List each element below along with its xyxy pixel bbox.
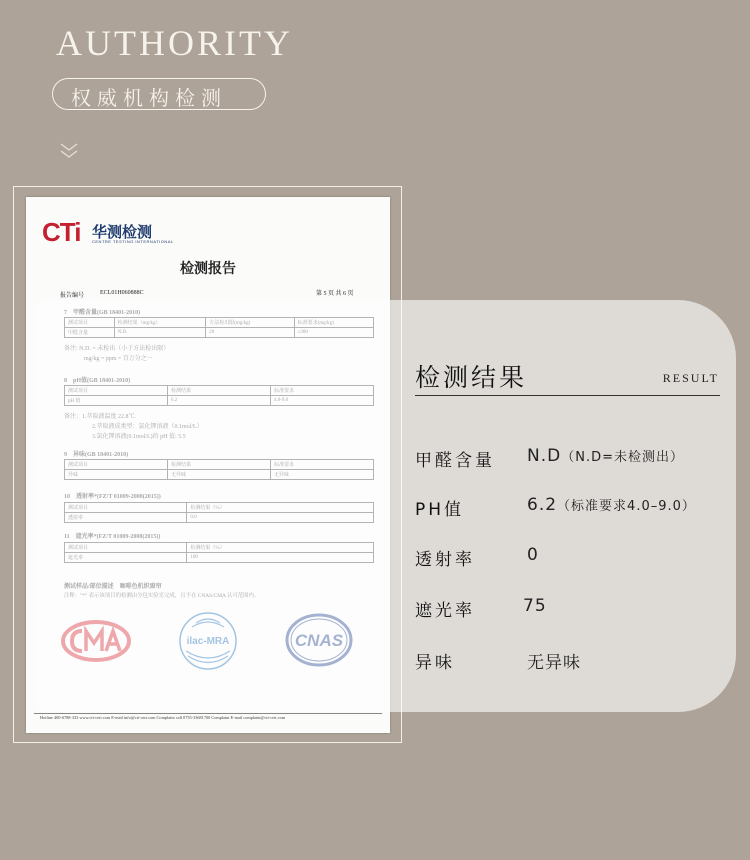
report-no-label: 报告编号 <box>60 293 85 299</box>
result-tag: RESULT <box>662 371 719 385</box>
result-label: 透射率 <box>415 550 475 570</box>
report-title: 检测报告 <box>180 261 236 277</box>
report-no: ECL01H060888C <box>100 290 144 296</box>
page-indicator: 第 5 页 共 6 页 <box>316 291 354 297</box>
result-label: 甲醛含量 <box>415 451 495 471</box>
cti-logo: CTi <box>42 217 81 247</box>
result-row-ph <box>415 495 735 519</box>
subtitle-text: 权威机构检测 <box>71 86 227 110</box>
hero-title: AUTHORITY <box>56 23 293 63</box>
result-value: 无异味 <box>527 653 581 673</box>
footer-divider <box>34 713 382 714</box>
result-value: 6.2（标准要求4.0–9.0） <box>527 495 696 515</box>
result-row-transmittance <box>415 545 735 569</box>
result-value: 0 <box>527 545 539 565</box>
result-divider <box>415 395 720 396</box>
result-title: 检测结果 <box>415 363 528 392</box>
logo-chinese-name: 华测检测 <box>92 223 153 241</box>
result-label: 遮光率 <box>415 601 475 621</box>
subtitle-pill <box>52 78 266 110</box>
result-label: PH值 <box>415 500 465 520</box>
result-row-odor <box>415 648 735 672</box>
result-row-shading <box>415 596 735 620</box>
report-footer: Hotline 400-6788-333 www.cti-cert.com E-mail info@cti-cert.com Complaint call 0755-33681700 Complaint E-mail complaint@cti-cert.com <box>40 715 286 720</box>
result-value: N.D（N.D=未检测出） <box>527 446 684 466</box>
result-value: 75 <box>523 596 547 616</box>
double-chevron-down-icon <box>60 142 78 162</box>
logo-english-name: CENTRE TESTING INTERNATIONAL <box>92 239 174 244</box>
result-panel <box>415 300 735 712</box>
result-label: 异味 <box>415 653 455 673</box>
result-row-formaldehyde <box>415 446 735 470</box>
